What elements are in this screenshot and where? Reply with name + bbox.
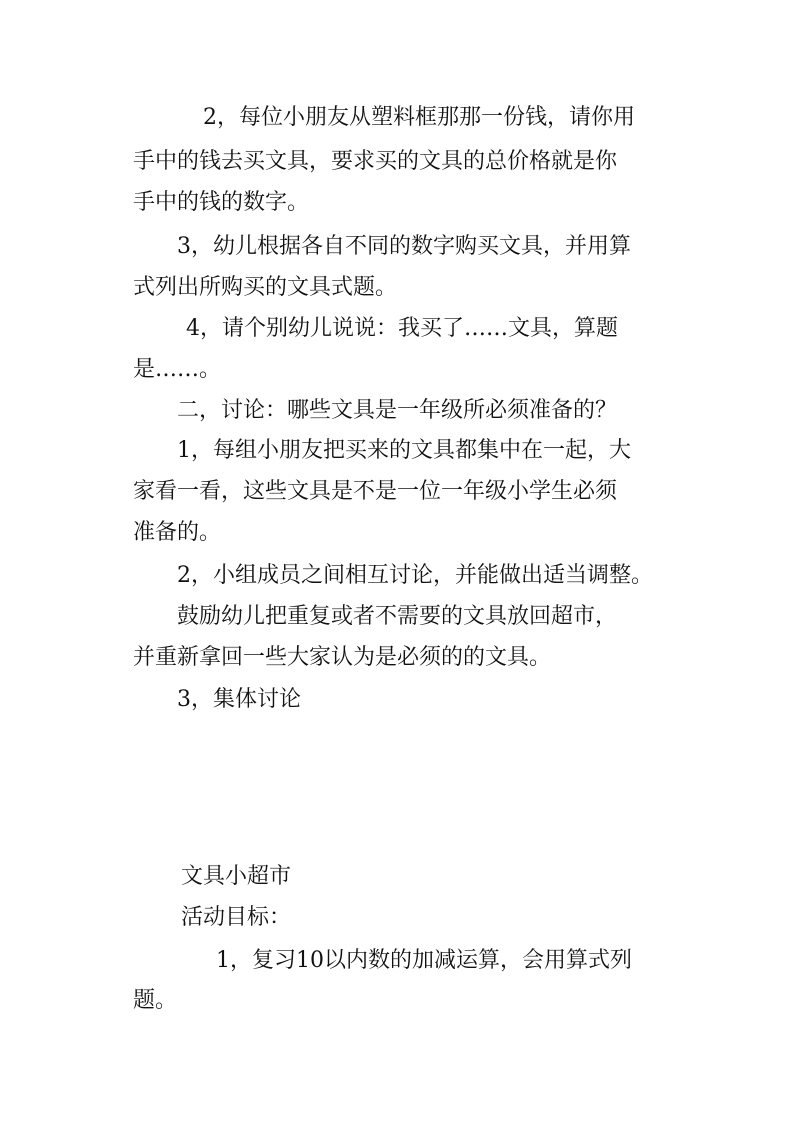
text-line: 题。 (133, 988, 178, 1013)
text-line: 准备的。 (133, 520, 222, 545)
text-line: 二，讨论：哪些文具是一年级所必须准备的？ (177, 398, 618, 423)
text-line: 是……。 (133, 357, 222, 382)
text-line: 手中的钱去买文具，要求买的文具的总价格就是你 (133, 149, 618, 174)
text-line: 家看一看，这些文具是不是一位一年级小学生必须 (133, 479, 618, 504)
text-line: 鼓励幼儿把重复或者不需要的文具放回超市， (177, 604, 618, 629)
text-line: 3，幼儿根据各自不同的数字购买文具，并用算 (177, 234, 631, 259)
text-line: 1，复习10以内数的加减运算，会用算式列 (216, 948, 632, 973)
section-heading: 活动目标： (181, 905, 292, 930)
section-title: 文具小超市 (181, 864, 292, 889)
text-line: 并重新拿回一些大家认为是必须的的文具。 (133, 645, 552, 670)
text-line: 2，每位小朋友从塑料框那那一份钱，请你用 (203, 105, 635, 130)
text-line: 2，小组成员之间相互讨论，并能做出适当调整。 (177, 563, 653, 588)
text-line: 手中的钱的数字。 (133, 190, 310, 215)
text-line: 1，每组小朋友把买来的文具都集中在一起，大 (177, 438, 631, 463)
text-line: 3，集体讨论 (177, 687, 301, 712)
text-line: 4，请个别幼儿说说：我买了……文具，算题 (186, 316, 618, 341)
text-line: 式列出所购买的文具式题。 (133, 275, 398, 300)
